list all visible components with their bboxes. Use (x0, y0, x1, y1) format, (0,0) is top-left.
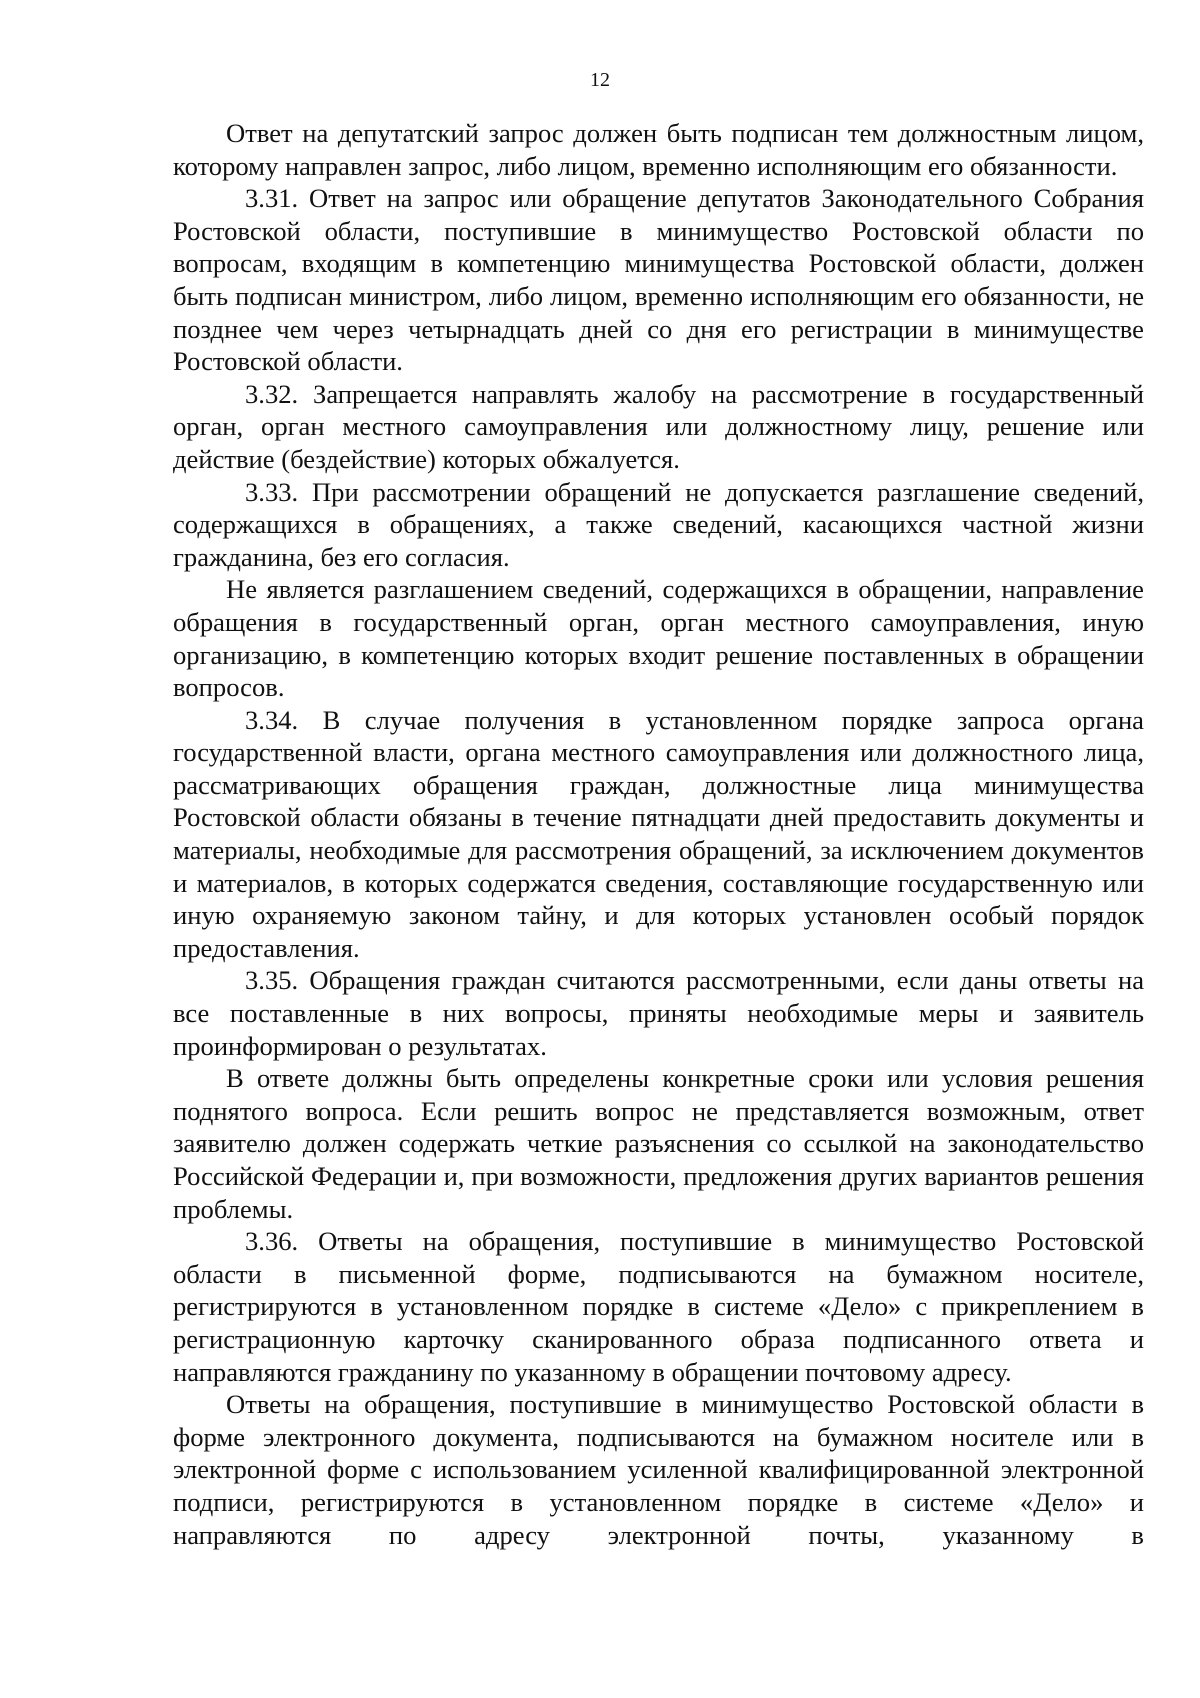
paragraph-3-36: 3.36. Ответы на обращения, поступившие в минимущество Ростовской области в письменной форме, подписываются на бумажном носителе, регистрируются в установленном порядке в системе «Дело» с прикреплением в регистрационную карточку сканированного образа подписанного ответа и направляются гражданину по указанному в обращении почтовому адресу. (173, 1226, 1144, 1387)
paragraph-3-31: 3.31. Ответ на запрос или обращение депутатов Законодательного Собрания Ростовской области, поступившие в минимущество Ростовской области по вопросам, входящим в компетенцию минимущества Ростовской области, должен быть подписан министром, либо лицом, временно исполняющим его обязанности, не позднее чем через четырнадцать дней со дня его регистрации в минимуществе Ростовской области. (173, 183, 1144, 377)
document-body (173, 117, 1144, 1551)
paragraph-3-35: 3.35. Обращения граждан считаются рассмотренными, если даны ответы на все поставленные в них вопросы, приняты необходимые меры и заявитель проинформирован о результатах. (173, 965, 1144, 1061)
page-number: 12 (590, 69, 610, 91)
paragraph-3-32: 3.32. Запрещается направлять жалобу на рассмотрение в государственный орган, орган местного самоуправления или должностному лицу, решение или действие (бездействие) которых обжалуется. (173, 378, 1144, 474)
paragraph-not-disclosure: Не является разглашением сведений, содержащихся в обращении, направление обращения в государственный орган, орган местного самоуправления, иную организацию, в компетенцию которых входит решение поставленных в обращении вопросов. (173, 574, 1144, 703)
paragraph-3-33: 3.33. При рассмотрении обращений не допускается разглашение сведений, содержащихся в обращениях, а также сведений, касающихся частной жизни гражданина, без его согласия. (173, 476, 1144, 572)
paragraph-3-34: 3.34. В случае получения в установленном порядке запроса органа государственной власти, органа местного самоуправления или должностного лица, рассматривающих обращения граждан, должностные лица минимущества Ростовской области обязаны в течение пятнадцати дней предоставить документы и материалы, необходимые для рассмотрения обращений, за исключением документов и материалов, в которых содержатся сведения, составляющие государственную или иную охраняемую законом тайну, и для которых установлен особый порядок предоставления. (173, 704, 1144, 963)
paragraph-electronic-answers: Ответы на обращения, поступившие в минимущество Ростовской области в форме электронного документа, подписываются на бумажном носителе или в электронной форме с использованием усиленной квалифицированной электронной подписи, регистрируются в установленном порядке в системе «Дело» и направляются по адресу электронной почты, указанному в (173, 1389, 1144, 1550)
paragraph-answer-terms: В ответе должны быть определены конкретные сроки или условия решения поднятого вопроса. Если решить вопрос не представляется возможным, ответ заявителю должен содержать четкие разъяснения со ссылкой на законодательство Российской Федерации и, при возможности, предложения других вариантов решения проблемы. (173, 1063, 1144, 1224)
paragraph-deputy-request-answer: Ответ на депутатский запрос должен быть подписан тем должностным лицом, которому направлен запрос, либо лицом, временно исполняющим его обязанности. (173, 118, 1144, 181)
